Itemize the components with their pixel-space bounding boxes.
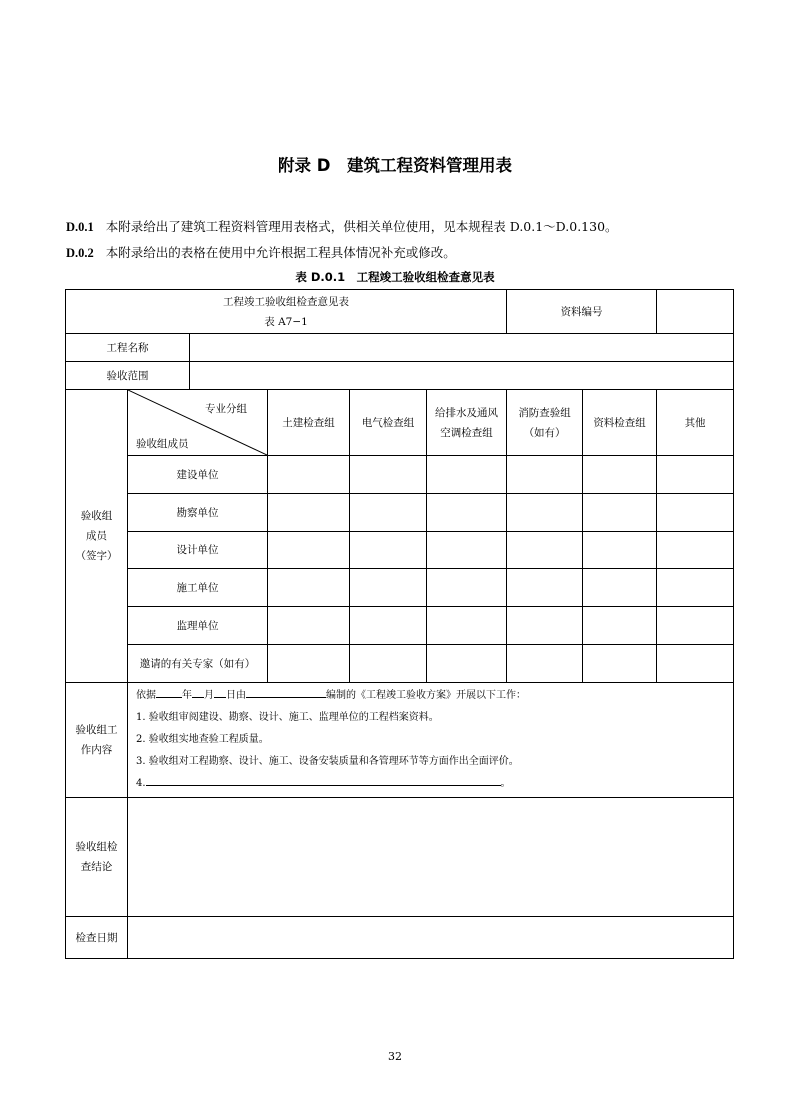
signature-cell[interactable]	[507, 607, 583, 645]
signature-cell[interactable]	[507, 569, 583, 607]
project-name-label: 工程名称	[66, 334, 190, 362]
signature-cell[interactable]	[583, 456, 657, 494]
year-text: 年	[182, 690, 192, 701]
signature-cell[interactable]	[507, 645, 583, 683]
signature-cell[interactable]	[427, 645, 507, 683]
doc-number-label: 资料编号	[507, 290, 657, 334]
group-label: 消防查验组	[518, 406, 571, 419]
signature-cell[interactable]	[657, 607, 734, 645]
signature-cell[interactable]	[583, 569, 657, 607]
page-number: 32	[388, 1050, 402, 1063]
conclusion-label-line2: 查结论	[80, 861, 113, 873]
group-header	[350, 390, 427, 456]
table-caption: 表 D.0.1 工程竣工验收组检查意见表	[295, 270, 495, 284]
item4-blank[interactable]	[146, 773, 501, 786]
work-item-4	[136, 773, 725, 795]
group-header	[268, 390, 350, 456]
clause-number: D.0.2	[66, 246, 94, 260]
form-title-cell	[66, 290, 507, 334]
signature-cell[interactable]	[427, 569, 507, 607]
signature-cell[interactable]	[657, 494, 734, 532]
signature-cell[interactable]	[268, 569, 350, 607]
group-label: 土建检查组	[282, 416, 335, 429]
signature-cell[interactable]	[268, 532, 350, 569]
work-item: 3. 验收组对工程勘察、设计、施工、设备安装质量和各管理环节等方面作出全面评价。	[136, 756, 519, 767]
clause-number: D.0.1	[66, 220, 94, 234]
group-label-sub: 空调检查组	[440, 426, 493, 439]
signature-cell[interactable]	[657, 456, 734, 494]
inspection-form-table	[65, 289, 734, 959]
diag-bottom-label: 验收组成员	[136, 438, 189, 450]
signature-cell[interactable]	[583, 494, 657, 532]
members-label	[66, 390, 128, 683]
scope-label: 验收范围	[66, 362, 190, 390]
unit-label: 勘察单位	[128, 494, 268, 532]
work-content-cell	[128, 683, 734, 798]
signature-cell[interactable]	[268, 607, 350, 645]
group-label: 其他	[684, 416, 706, 429]
month-text: 月	[204, 690, 214, 701]
signature-cell[interactable]	[657, 532, 734, 569]
group-label: 电气检查组	[361, 416, 415, 429]
year-blank[interactable]	[156, 685, 182, 698]
scope-input[interactable]	[190, 362, 734, 390]
form-code: 表 A7−1	[264, 315, 308, 328]
unit-label: 设计单位	[128, 532, 268, 569]
diagonal-header-cell	[128, 390, 268, 456]
group-header	[657, 390, 734, 456]
form-title: 工程竣工验收组检查意见表	[223, 295, 350, 308]
date-input[interactable]	[128, 917, 734, 959]
signature-cell[interactable]	[507, 494, 583, 532]
signature-cell[interactable]	[268, 645, 350, 683]
conclusion-label-line1: 验收组检	[75, 841, 118, 853]
signature-cell[interactable]	[350, 456, 427, 494]
unit-label: 监理单位	[128, 607, 268, 645]
members-label-line2: 成员	[86, 530, 107, 542]
members-label-line1: 验收组	[80, 510, 113, 522]
basis-text-end: 编制的《工程竣工验收方案》开展以下工作：	[326, 690, 526, 701]
diag-top-label: 专业分组	[205, 403, 247, 415]
day-text: 日由	[226, 690, 246, 701]
basis-text: 依据	[136, 690, 156, 701]
group-header	[507, 390, 583, 456]
project-name-input[interactable]	[190, 334, 734, 362]
signature-cell[interactable]	[583, 645, 657, 683]
signature-cell[interactable]	[507, 456, 583, 494]
group-label: 资料检查组	[593, 416, 646, 429]
unit-label: 施工单位	[128, 569, 268, 607]
unit-label: 邀请的有关专家（如有）	[128, 645, 268, 683]
signature-cell[interactable]	[350, 607, 427, 645]
month-blank[interactable]	[192, 685, 204, 698]
signature-cell[interactable]	[657, 569, 734, 607]
work-label-line1: 验收组工	[75, 724, 118, 736]
signature-cell[interactable]	[268, 494, 350, 532]
signature-cell[interactable]	[507, 532, 583, 569]
page-title: 附录 D 建筑工程资料管理用表	[278, 156, 512, 175]
group-header	[583, 390, 657, 456]
paragraph-d02	[66, 243, 456, 261]
work-item: 2. 验收组实地查验工程质量。	[136, 734, 269, 745]
signature-cell[interactable]	[583, 607, 657, 645]
work-item: 1. 验收组审阅建设、勘察、设计、施工、监理单位的工程档案资料。	[136, 712, 439, 723]
signature-cell[interactable]	[350, 569, 427, 607]
signature-cell[interactable]	[583, 532, 657, 569]
signature-cell[interactable]	[350, 532, 427, 569]
clause-text: 本附录给出了建筑工程资料管理用表格式，供相关单位使用，见本规程表 D.0.1～D.0.130。	[105, 219, 618, 234]
group-label-sub: （如有）	[523, 426, 566, 439]
signature-cell[interactable]	[350, 645, 427, 683]
signature-cell[interactable]	[427, 607, 507, 645]
work-basis-line	[136, 685, 725, 707]
item4-suffix: 。	[500, 778, 511, 789]
doc-number-input[interactable]	[657, 290, 734, 334]
paragraph-d01	[66, 217, 618, 235]
date-label: 检查日期	[66, 917, 128, 959]
signature-cell[interactable]	[350, 494, 427, 532]
members-label-line3: （签字）	[75, 550, 118, 562]
group-label: 给排水及通风	[435, 406, 499, 419]
signature-cell[interactable]	[427, 456, 507, 494]
compiler-blank[interactable]	[246, 685, 326, 698]
signature-cell[interactable]	[657, 645, 734, 683]
clause-text: 本附录给出的表格在使用中允许根据工程具体情况补充或修改。	[105, 245, 456, 260]
group-header	[427, 390, 507, 456]
conclusion-input[interactable]	[128, 798, 734, 917]
signature-cell[interactable]	[427, 532, 507, 569]
work-label-line2: 作内容	[80, 744, 113, 756]
signature-cell[interactable]	[427, 494, 507, 532]
item4-prefix: 4.	[136, 778, 146, 789]
conclusion-label	[66, 798, 128, 917]
day-blank[interactable]	[214, 685, 226, 698]
unit-label: 建设单位	[128, 456, 268, 494]
work-content-label	[66, 683, 128, 798]
signature-cell[interactable]	[268, 456, 350, 494]
